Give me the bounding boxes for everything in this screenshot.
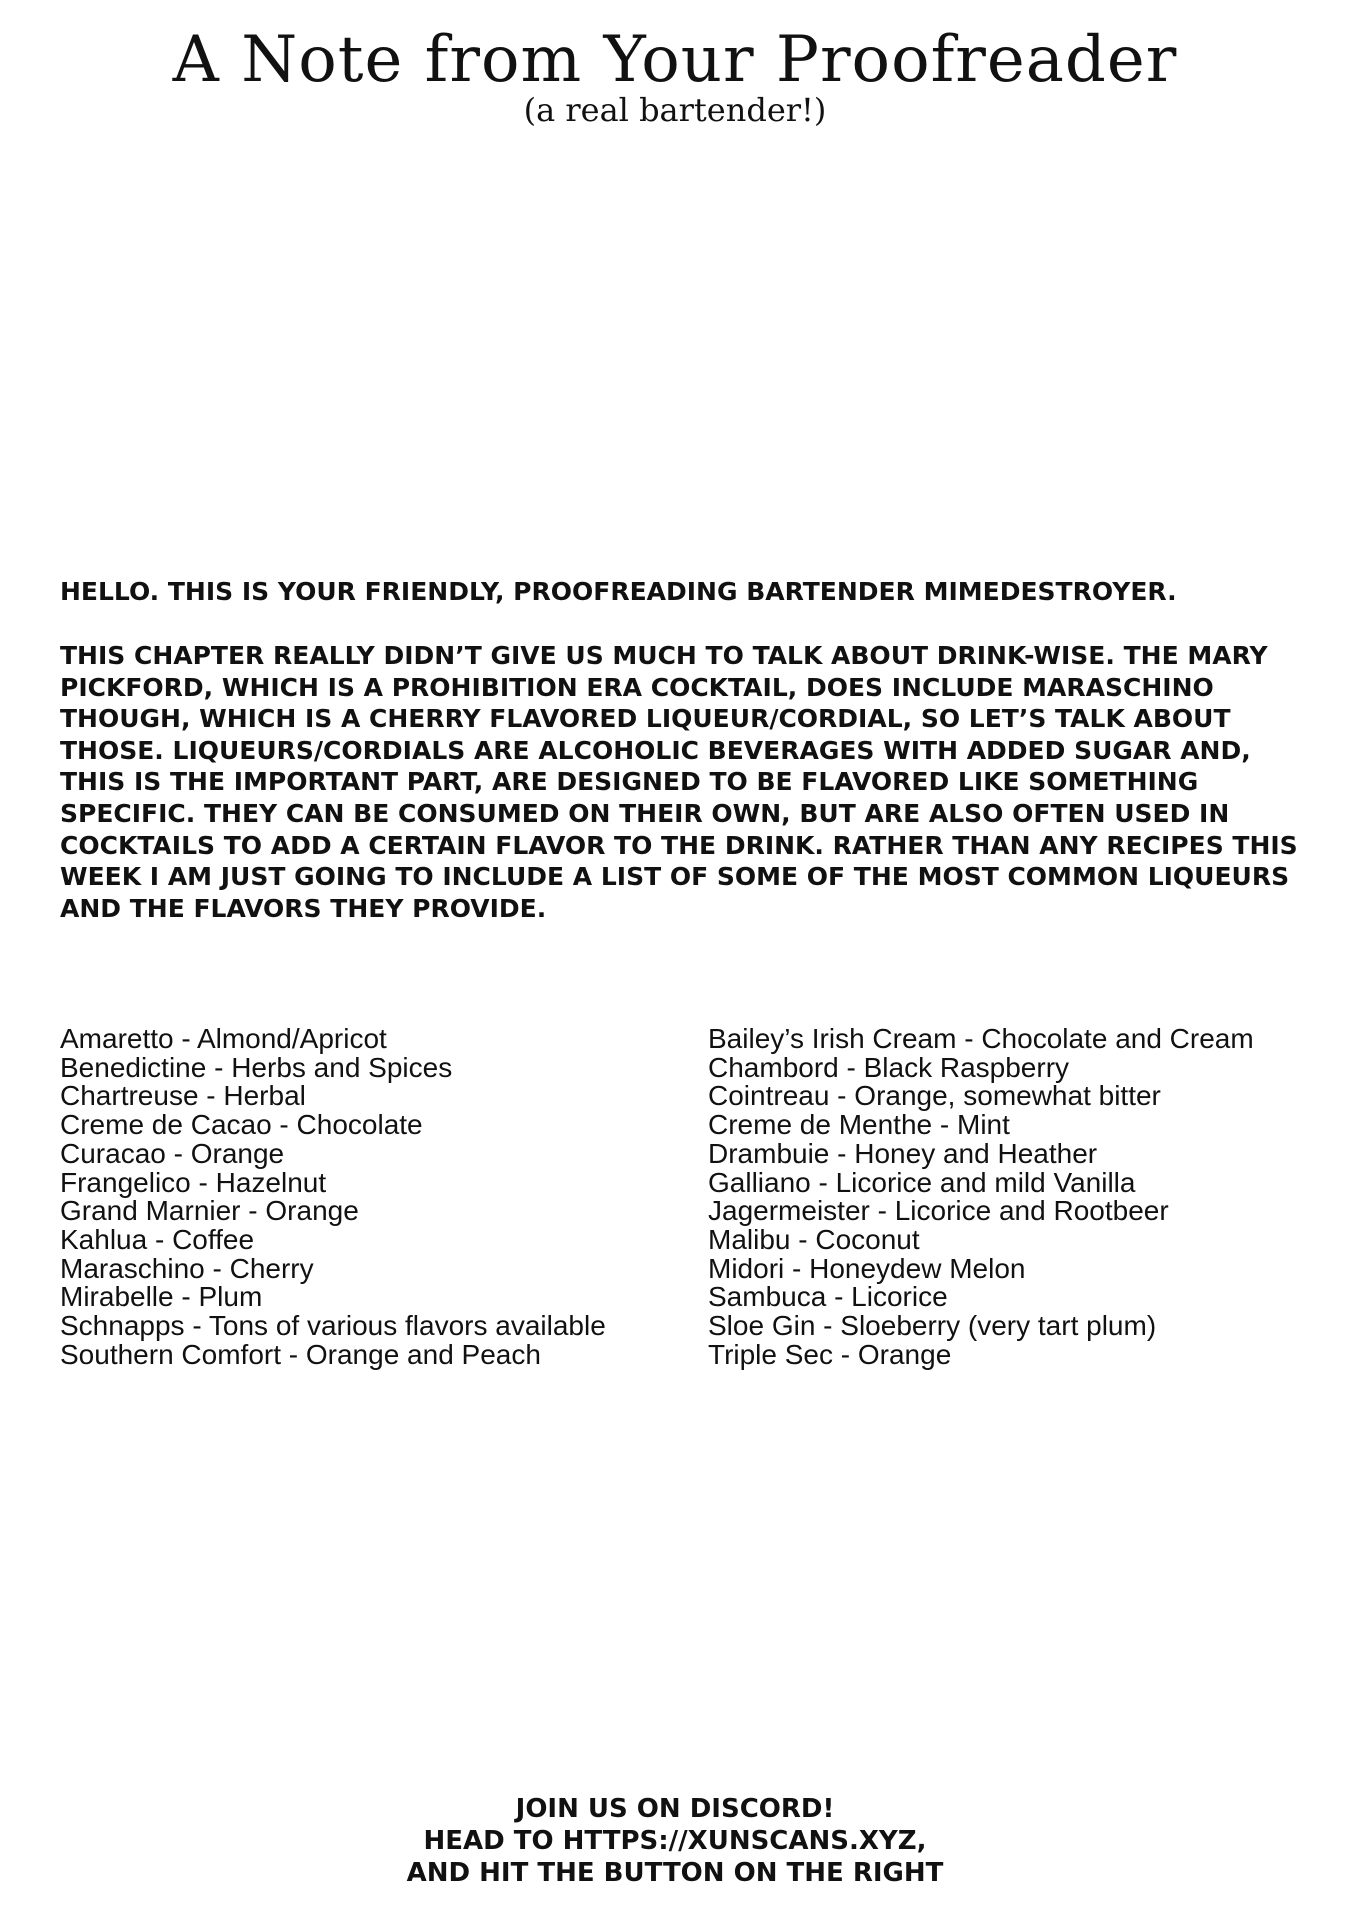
- list-item: Benedictine - Herbs and Spices: [60, 1051, 453, 1083]
- list-item: Mirabelle - Plum: [60, 1281, 263, 1313]
- list-item: Chartreuse - Herbal: [60, 1080, 306, 1112]
- list-item: Kahlua - Coffee: [60, 1223, 255, 1255]
- list-item: Schnapps - Tons of various flavors available: [60, 1310, 606, 1342]
- list-item: Amaretto - Almond/Apricot: [60, 1023, 387, 1054]
- list-item: Sloe Gin - Sloeberry (very tart plum): [708, 1310, 1157, 1342]
- list-item: Malibu - Coconut: [708, 1223, 920, 1255]
- discord-footer: [0, 1793, 1350, 1889]
- list-item: Sambuca - Licorice: [708, 1281, 948, 1313]
- list-item: Maraschino - Cherry: [60, 1252, 314, 1284]
- liqueur-list-left: [60, 1025, 700, 1369]
- list-item: Drambuie - Honey and Heather: [708, 1137, 1098, 1169]
- list-item: Southern Comfort - Orange and Peach: [60, 1338, 541, 1370]
- list-item: Chambord - Black Raspberry: [708, 1051, 1070, 1083]
- list-item: Galliano - Licorice and mild Vanilla: [708, 1166, 1136, 1198]
- footer-line-url: HEAD TO HTTPS://XUNSCANS.XYZ,: [423, 1826, 927, 1856]
- list-item: Bailey’s Irish Cream - Chocolate and Cream: [708, 1023, 1254, 1054]
- greeting-text: HELLO. THIS IS YOUR FRIENDLY, PROOFREADING BARTENDER MIMEDESTROYER.: [60, 577, 1177, 606]
- list-item: Cointreau - Orange, somewhat bitter: [708, 1080, 1161, 1112]
- footer-line-discord: JOIN US ON DISCORD!: [515, 1794, 835, 1824]
- list-item: Curacao - Orange: [60, 1137, 285, 1169]
- list-item: Grand Marnier - Orange: [60, 1195, 359, 1227]
- list-item: Frangelico - Hazelnut: [60, 1166, 327, 1198]
- list-item: Creme de Cacao - Chocolate: [60, 1109, 423, 1141]
- list-item: Jagermeister - Licorice and Rootbeer: [708, 1195, 1169, 1227]
- list-item: Creme de Menthe - Mint: [708, 1109, 1010, 1141]
- intro-paragraph: THIS CHAPTER REALLY DIDN’T GIVE US MUCH TO TALK ABOUT DRINK-WISE. THE MARY PICKFORD, WHICH IS A PROHIBITION ERA COCKTAIL, DOES INCLUDE MARASCHINO THOUGH, WHICH IS A CHERRY FLAVORED LIQUEUR/CORDIAL, SO LET’S TALK ABOUT THOSE. LIQUEURS/CORDIALS ARE ALCOHOLIC BEVERAGES WITH ADDED SUGAR AND, THIS IS THE IMPORTANT PART, ARE DESIGNED TO BE FLAVORED LIKE SOMETHING SPECIFIC. THEY CAN BE CONSUMED ON THEIR OWN, BUT ARE ALSO OFTEN USED IN COCKTAILS TO ADD A CERTAIN FLAVOR TO THE DRINK. RATHER THAN ANY RECIPES THIS WEEK I AM JUST GOING TO INCLUDE A LIST OF SOME OF THE MOST COMMON LIQUEURS AND THE FLAVORS THEY PROVIDE.: [60, 641, 1298, 923]
- page-subtitle: (a real bartender!): [523, 91, 827, 129]
- list-item: Triple Sec - Orange: [708, 1338, 952, 1370]
- list-item: Midori - Honeydew Melon: [708, 1252, 1026, 1284]
- page-title: A Note from Your Proofreader: [172, 23, 1178, 97]
- footer-line-button: AND HIT THE BUTTON ON THE RIGHT: [406, 1858, 944, 1888]
- liqueur-list-right: [708, 1025, 1328, 1369]
